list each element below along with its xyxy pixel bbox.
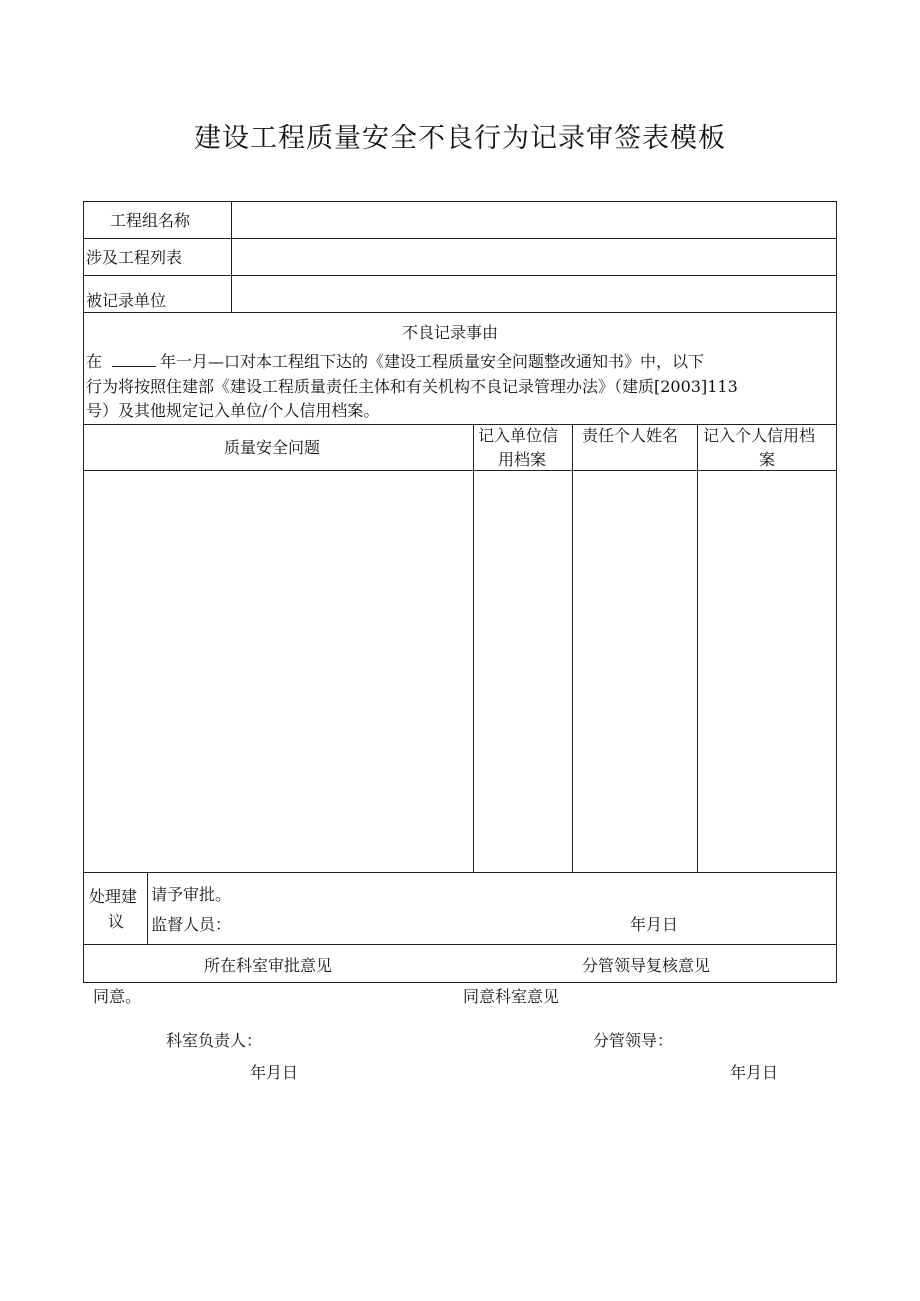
group-name-label: 工程组名称 [110,211,191,230]
reason-line-1-prefix: 在 [86,352,103,371]
group-name-field[interactable] [232,202,836,238]
suggestion-label-line1: 处理建 [89,887,138,906]
unit-file-column-header-line1: 记入单位信 [478,426,559,445]
project-list-label: 涉及工程列表 [86,248,183,267]
suggestion-request-text: 请予审批。 [151,885,232,904]
issue-cell[interactable] [84,471,473,872]
recorded-unit-label: 被记录单位 [86,291,167,310]
unit-file-column-header-line2: 用档案 [498,450,547,469]
leader-opinion-text: 同意科室意见 [463,987,560,1006]
reason-heading: 不良记录事由 [402,323,499,342]
row-divider [83,872,837,873]
reason-line-1-rest: 年一月—口对本工程组下达的《建设工程质量安全问题整改通知书》中，以下 [160,352,705,371]
dept-date: 年月日 [250,1063,299,1082]
suggestion-label-divider [147,872,148,944]
person-name-cell[interactable] [573,471,697,872]
year-blank[interactable] [112,350,156,367]
table-bottom-border [83,982,837,983]
reason-line-1 [86,350,704,373]
person-file-column-header-line1: 记入个人信用档 [703,426,816,445]
suggestion-date: 年月日 [630,915,679,934]
issue-column-header: 质量安全问题 [224,438,321,457]
unit-file-cell[interactable] [474,471,572,872]
page-title: 建设工程质量安全不良行为记录审签表模板 [194,123,726,154]
leader-review-heading: 分管领导复核意见 [582,956,711,975]
dept-opinion-text: 同意。 [93,987,142,1006]
leader-date: 年月日 [730,1063,779,1082]
project-list-field[interactable] [232,239,836,275]
recorded-unit-field[interactable] [232,276,836,312]
person-file-cell[interactable] [698,471,836,872]
row-divider [83,312,837,313]
dept-head-label: 科室负责人： [166,1031,263,1050]
supervisor-label: 监督人员： [151,915,232,934]
person-file-column-header-line2: 案 [759,450,776,469]
reason-line-2: 行为将按照住建部《建设工程质量责任主体和有关机构不良记录管理办法》（建质[2003]113 [86,377,738,396]
row-divider [83,944,837,945]
leader-label: 分管领导： [593,1031,674,1050]
reason-line-3: 号）及其他规定记入单位/个人信用档案。 [86,401,380,420]
suggestion-label-line2: 议 [108,912,125,931]
table-right-border [836,201,837,983]
dept-approval-heading: 所在科室审批意见 [204,956,333,975]
person-name-column-header: 责任个人姓名 [582,426,679,445]
